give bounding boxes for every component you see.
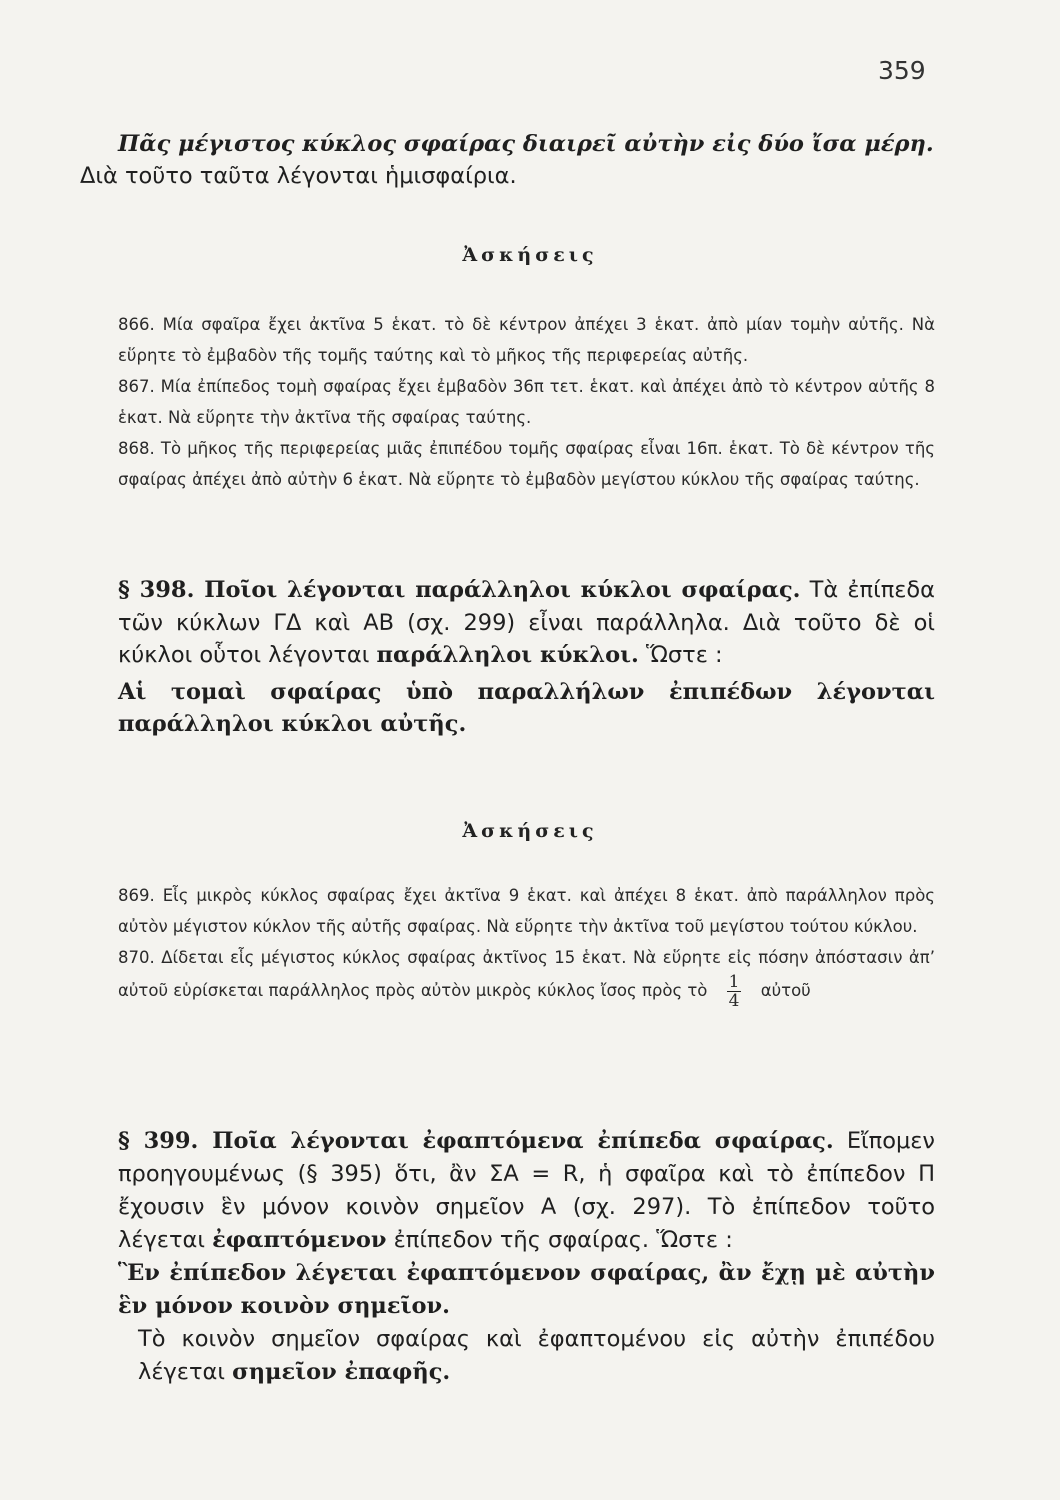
exercise-867: 867. Μία ἐπίπεδος τομὴ σφαίρας ἔχει ἐμβαδὸν 36π τετ. ἑκατ. καὶ ἀπέχει ἀπὸ τὸ κέντρον αὐτῆς 8 ἑκατ. Νὰ εὕρητε τὴν ἀκτῖνα τῆς σφαίρας ταύτης. — [118, 377, 935, 427]
section-399-title: § 399. Ποῖα λέγονται ἐφαπτόμενα ἐπίπεδα σφαίρας. — [118, 1128, 834, 1154]
section-399-bold-term: ἐφαπτόμενον — [212, 1227, 387, 1253]
section-399 — [80, 1125, 935, 1389]
section-399-text-1: Εἴπομεν προηγουμένως (§ 395) ὅτι, ἂν ΣΑ = R, ἡ σφαῖρα καὶ τὸ ἐπίπεδον Π ἔχουσιν ἓν μόνον κοινὸν σημεῖον Α (σχ. 297). Τὸ ἐπίπεδον τοῦτο λέγεται — [118, 1128, 935, 1253]
page-number: 359 — [878, 56, 926, 85]
fraction-one-quarter — [727, 973, 742, 1010]
exercise-870-text: 870. Δίδεται εἷς μέγιστος κύκλος σφαίρας ἀκτῖνος 15 ἑκατ. Νὰ εὕρητε εἰς πόσην ἀπόστασιν ἀπ’ αὐτοῦ εὑρίσκεται παράλληλος πρὸς αὐτὸν μικρὸς κύκλος ἴσος πρὸς τὸ — [118, 948, 935, 1000]
exercise-868: 868. Τὸ μῆκος τῆς περιφερείας μιᾶς ἐπιπέδου τομῆς σφαίρας εἶναι 16π. ἑκατ. Τὸ δὲ κέντρον τῆς σφαίρας ἀπέχει ἀπὸ αὐτὴν 6 ἑκατ. Νὰ εὕρητε τὸ ἐμβαδὸν μεγίστου κύκλου τῆς σφαίρας ταύτης. — [118, 439, 935, 489]
section-399-text-3: Τὸ κοινὸν σημεῖον σφαίρας καὶ ἐφαπτομένου εἰς αὐτὴν ἐπιπέδου λέγεται — [138, 1326, 935, 1385]
fraction-denominator: 4 — [728, 991, 740, 1011]
exercise-870 — [80, 942, 935, 1010]
section-398-text-1: Τὰ ἐπίπεδα τῶν κύκλων ΓΔ καὶ ΑΒ (σχ. 299) εἶναι παράλληλα. Διὰ τοῦτο δὲ οἱ κύκλοι οὗτοι λέγονται — [118, 577, 935, 668]
exercises-list-2 — [80, 880, 935, 1010]
section-399-rule: Ἓν ἐπίπεδον λέγεται ἐφαπτόμενον σφαίρας, ἂν ἔχῃ μὲ αὐτὴν ἓν μόνον κοινὸν σημεῖον. — [118, 1260, 935, 1319]
section-398-rule: Αἱ τομαὶ σφαίρας ὑπὸ παραλλήλων ἐπιπέδων λέγονται παράλληλοι κύκλοι αὐτῆς. — [118, 678, 935, 737]
section-399-text-2: ἐπίπεδον τῆς σφαίρας. Ὥστε : — [393, 1227, 733, 1253]
intro-bold-sentence: Πᾶς μέγιστος κύκλος σφαίρας διαιρεῖ αὐτὴν εἰς δύο ἴσα μέρη. — [118, 131, 934, 157]
exercises-list-1 — [80, 309, 935, 495]
fraction-numerator: 1 — [728, 972, 740, 992]
section-398-bold-term: παράλληλοι κύκλοι. — [376, 642, 639, 668]
section-398-text-2: Ὥστε : — [646, 642, 723, 668]
exercises-heading-1: Ἀσκήσεις — [462, 244, 598, 266]
exercise-870-end: αὐτοῦ — [760, 981, 811, 1000]
intro-paragraph — [80, 128, 935, 192]
section-398-title: § 398. Ποῖοι λέγονται παράλληλοι κύκλοι σφαίρας. — [118, 577, 801, 603]
intro-normal-sentence: Διὰ τοῦτο ταῦτα λέγονται ἡμισφαίρια. — [80, 163, 517, 189]
exercise-866: 866. Μία σφαῖρα ἔχει ἀκτῖνα 5 ἑκατ. τὸ δὲ κέντρον ἀπέχει 3 ἑκατ. ἀπὸ μίαν τομὴν αὐτῆς. Νὰ εὕρητε τὸ ἐμβαδὸν τῆς τομῆς ταύτης καὶ τὸ μῆκος τῆς περιφερείας αὐτῆς. — [118, 315, 935, 365]
section-399-bold-term-2: σημεῖον ἐπαφῆς. — [232, 1359, 451, 1385]
exercise-869: 869. Εἷς μικρὸς κύκλος σφαίρας ἔχει ἀκτῖνα 9 ἑκατ. καὶ ἀπέχει 8 ἑκατ. ἀπὸ παράλληλον πρὸς αὐτὸν μέγιστον κύκλον τῆς αὐτῆς σφαίρας. Νὰ εὕρητε τὴν ἀκτῖνα τοῦ μεγίστου τούτου κύκλου. — [118, 886, 935, 936]
exercises-heading-2: Ἀσκήσεις — [462, 820, 598, 842]
section-398 — [80, 574, 935, 741]
